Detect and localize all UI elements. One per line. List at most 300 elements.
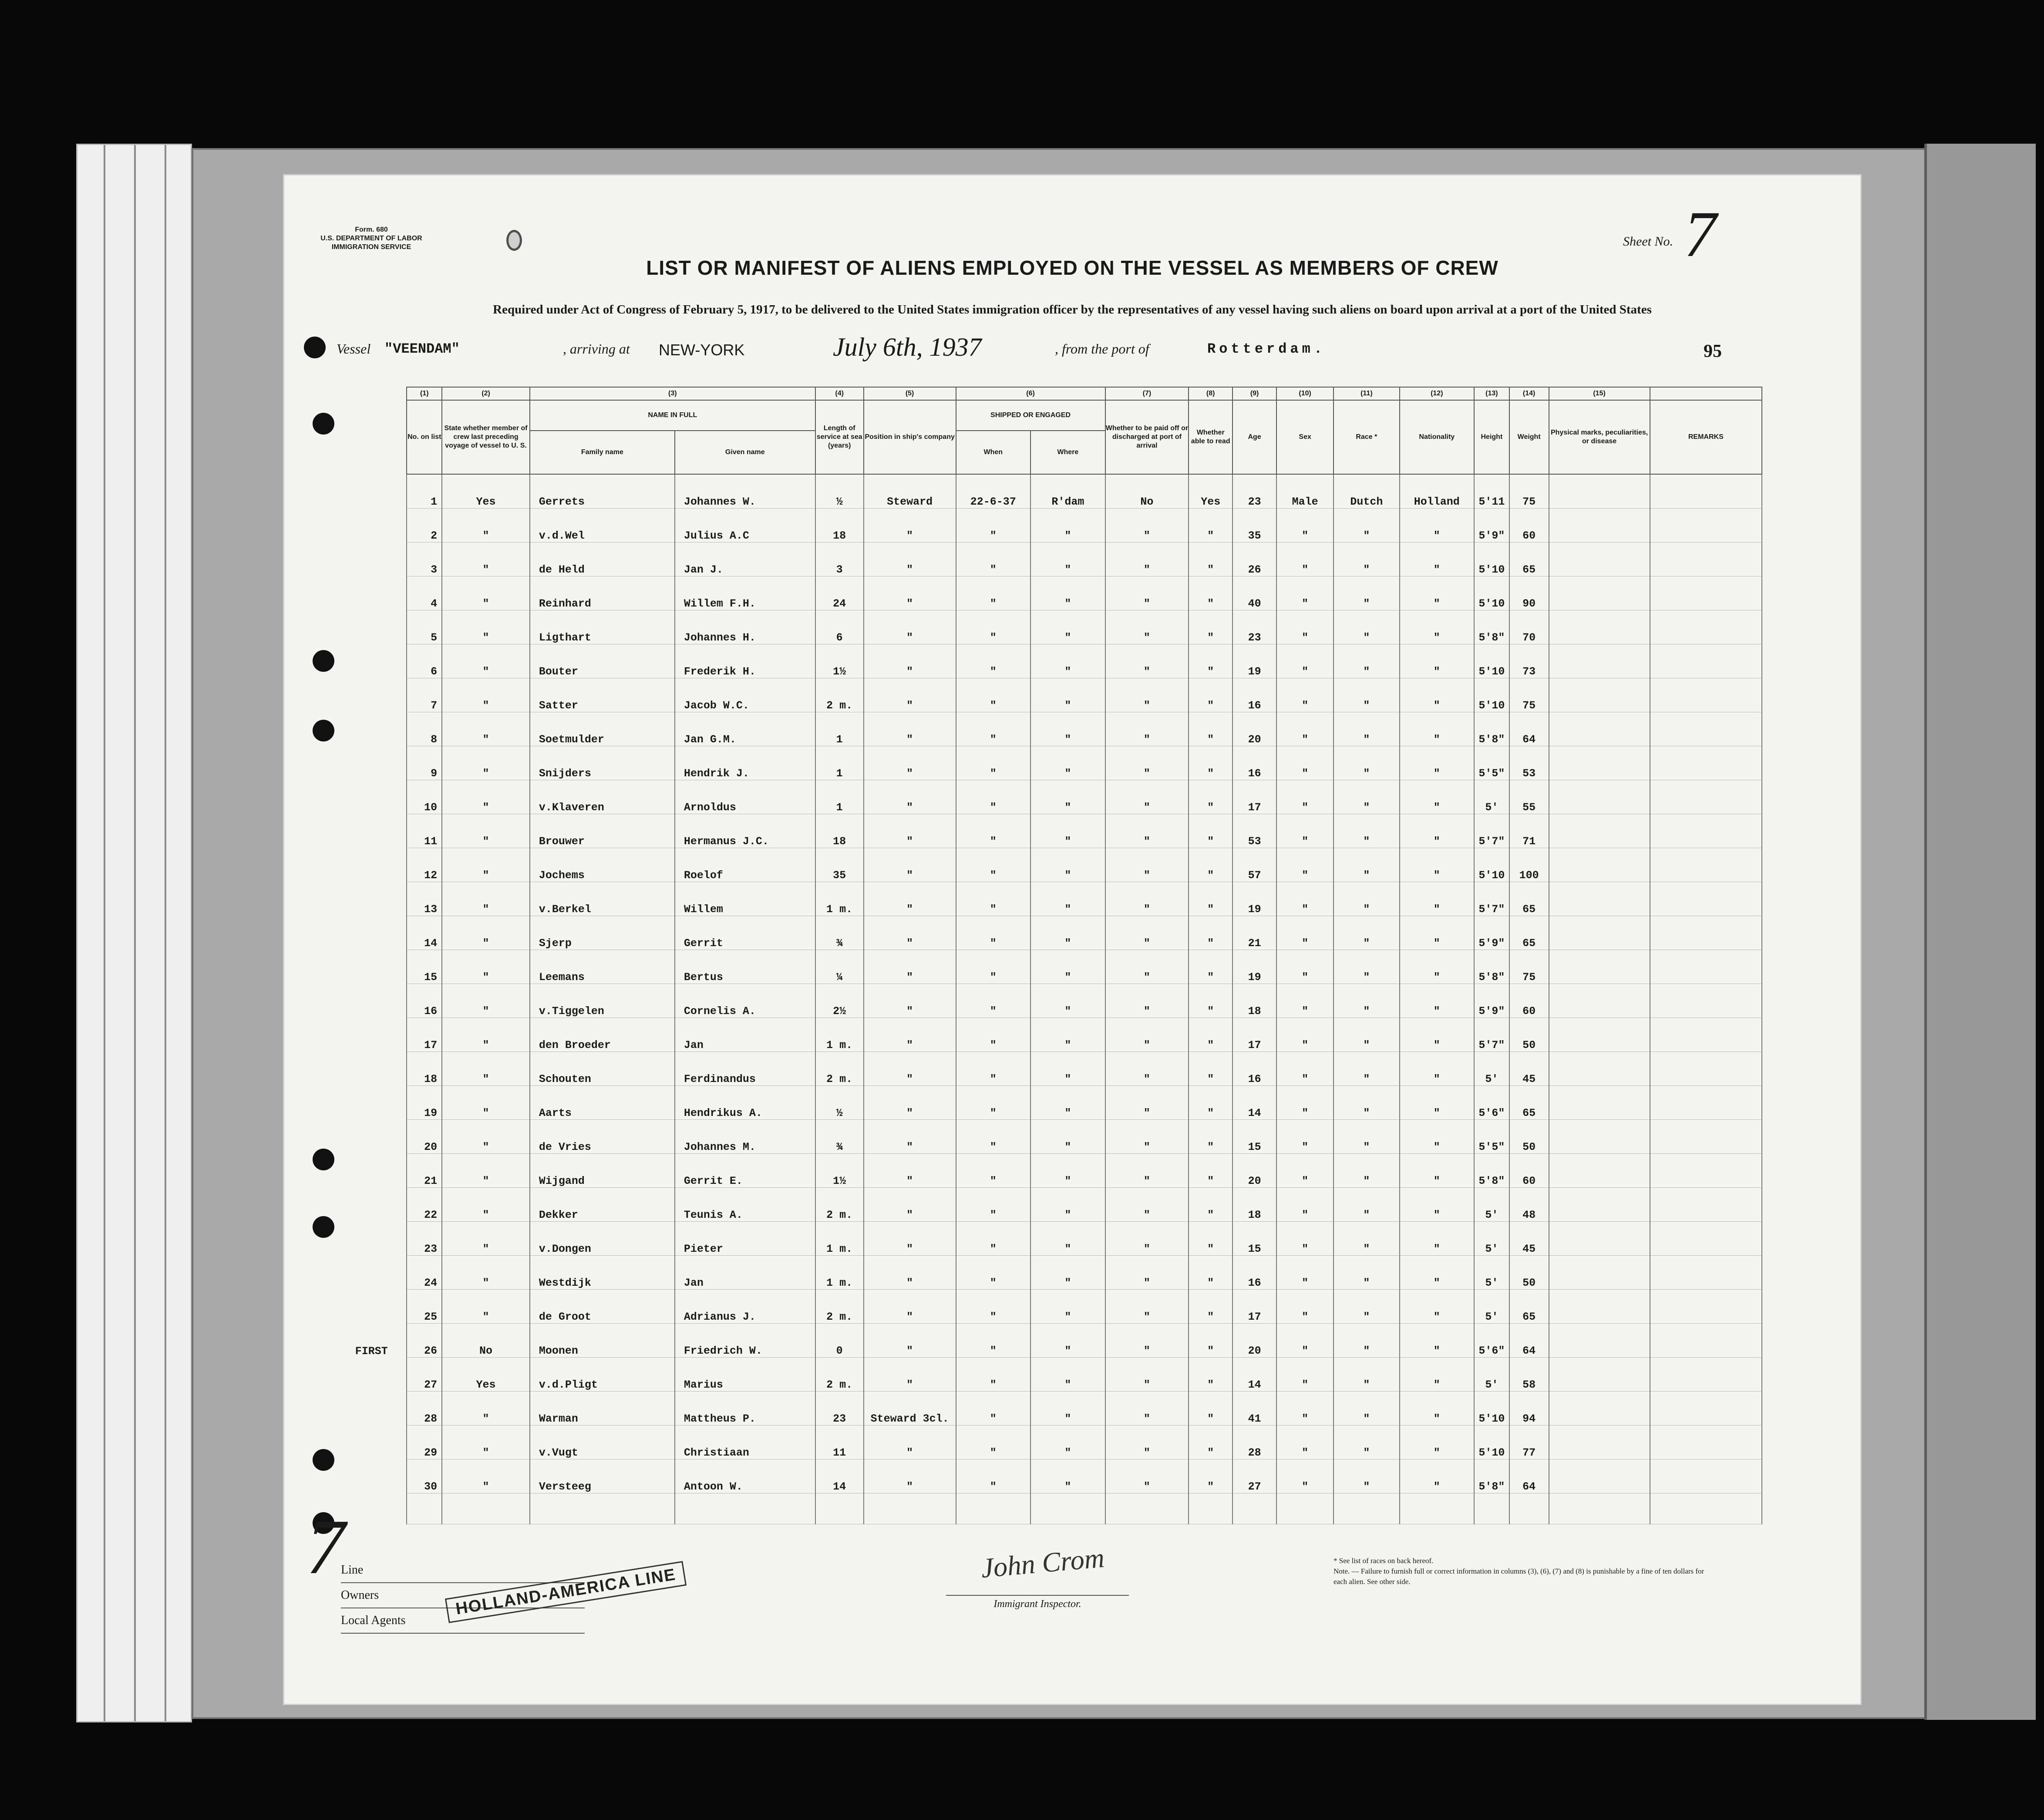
- cell-crew-previous: ": [442, 1222, 530, 1256]
- cell-race: ": [1333, 916, 1399, 950]
- cell-nationality: ": [1400, 1222, 1475, 1256]
- cell-paid-off: ": [1105, 1188, 1189, 1222]
- cell-family-name: Jochems: [530, 848, 675, 882]
- cell-family-name: Snijders: [530, 746, 675, 780]
- cell-position: ": [864, 780, 956, 814]
- cell-position: ": [864, 1358, 956, 1392]
- cell-weight: 70: [1509, 610, 1549, 644]
- cell-row-number: 15: [407, 950, 442, 984]
- cell-row-prefix: [337, 644, 407, 678]
- cell-given-name: Jacob W.C.: [675, 678, 815, 712]
- cell-row-number: 19: [407, 1086, 442, 1120]
- cell-shipped-when: ": [956, 1256, 1031, 1290]
- owners-label: Owners: [341, 1583, 585, 1608]
- cell-shipped-when: ": [956, 984, 1031, 1018]
- cell-row-number: 24: [407, 1256, 442, 1290]
- table-row: [337, 1324, 1762, 1358]
- cell-row-prefix: [337, 543, 407, 576]
- cell-shipped-where: ": [1030, 1426, 1105, 1459]
- cell-age: 40: [1232, 576, 1276, 610]
- header-when: When: [956, 431, 1031, 474]
- cell-sex: ": [1276, 644, 1333, 678]
- cell-weight: 65: [1509, 1086, 1549, 1120]
- cell-row-number: 17: [407, 1018, 442, 1052]
- cell-remarks: [1650, 1086, 1762, 1120]
- cell-able-to-read: Yes: [1189, 474, 1232, 509]
- corner-sheet-number: 7: [306, 1503, 345, 1590]
- cell-nationality: ": [1400, 1324, 1475, 1358]
- cell-position: ": [864, 1426, 956, 1459]
- cell-sex: ": [1276, 1018, 1333, 1052]
- cell-position: Steward: [864, 474, 956, 509]
- cell-sex: ": [1276, 1188, 1333, 1222]
- cell-shipped-where: ": [1030, 780, 1105, 814]
- cell-physical-marks: [1549, 1086, 1650, 1120]
- cell-physical-marks: [1549, 1154, 1650, 1188]
- service-name: IMMIGRATION SERVICE: [331, 243, 411, 251]
- cell-blank: [1189, 1493, 1232, 1524]
- cell-remarks: [1650, 678, 1762, 712]
- cell-length-of-service: 1: [815, 712, 864, 746]
- cell-row-prefix: [337, 984, 407, 1018]
- cell-able-to-read: ": [1189, 1256, 1232, 1290]
- cell-age: 20: [1232, 712, 1276, 746]
- cell-remarks: [1650, 474, 1762, 509]
- cell-nationality: Holland: [1400, 474, 1475, 509]
- cell-height: 5'9": [1474, 509, 1509, 543]
- header-height: Height: [1474, 400, 1509, 474]
- cell-family-name: Westdijk: [530, 1256, 675, 1290]
- vessel-info-line: [337, 333, 1664, 365]
- cell-able-to-read: ": [1189, 916, 1232, 950]
- binder-dot: [313, 720, 334, 741]
- cell-shipped-when: ": [956, 1358, 1031, 1392]
- cell-paid-off: ": [1105, 1086, 1189, 1120]
- cell-length-of-service: 24: [815, 576, 864, 610]
- cell-shipped-when: ": [956, 576, 1031, 610]
- cell-shipped-when: ": [956, 1154, 1031, 1188]
- cell-weight: 73: [1509, 644, 1549, 678]
- cell-given-name: Roelof: [675, 848, 815, 882]
- cell-family-name: v.Klaveren: [530, 780, 675, 814]
- cell-age: 20: [1232, 1324, 1276, 1358]
- cell-row-number: 22: [407, 1188, 442, 1222]
- cell-sex: ": [1276, 780, 1333, 814]
- cell-height: 5'10: [1474, 678, 1509, 712]
- cell-race: ": [1333, 1018, 1399, 1052]
- cell-physical-marks: [1549, 814, 1650, 848]
- cell-crew-previous: ": [442, 644, 530, 678]
- cell-sex: ": [1276, 1222, 1333, 1256]
- cell-crew-previous: Yes: [442, 474, 530, 509]
- cell-blank: [407, 1493, 442, 1524]
- cell-family-name: Wijgand: [530, 1154, 675, 1188]
- cell-row-number: 4: [407, 576, 442, 610]
- cell-shipped-when: ": [956, 509, 1031, 543]
- cell-sex: ": [1276, 712, 1333, 746]
- cell-length-of-service: 2 m.: [815, 1290, 864, 1324]
- colnum-3: (3): [530, 387, 815, 400]
- cell-crew-previous: ": [442, 1459, 530, 1493]
- cell-sex: ": [1276, 1052, 1333, 1086]
- cell-weight: 64: [1509, 1459, 1549, 1493]
- cell-able-to-read: ": [1189, 1459, 1232, 1493]
- cell-sex: ": [1276, 916, 1333, 950]
- cell-able-to-read: ": [1189, 610, 1232, 644]
- table-row: [337, 882, 1762, 916]
- cell-able-to-read: ": [1189, 746, 1232, 780]
- cell-given-name: Jan J.: [675, 543, 815, 576]
- cell-age: 19: [1232, 950, 1276, 984]
- cell-shipped-where: ": [1030, 1256, 1105, 1290]
- cell-able-to-read: ": [1189, 814, 1232, 848]
- cell-family-name: Satter: [530, 678, 675, 712]
- cell-height: 5'7": [1474, 814, 1509, 848]
- cell-paid-off: ": [1105, 610, 1189, 644]
- races-note: * See list of races on back hereof.: [1333, 1557, 1434, 1565]
- cell-weight: 60: [1509, 984, 1549, 1018]
- cell-length-of-service: ½: [815, 474, 864, 509]
- cell-race: ": [1333, 644, 1399, 678]
- cell-shipped-where: ": [1030, 1324, 1105, 1358]
- cell-length-of-service: 1 m.: [815, 1222, 864, 1256]
- cell-length-of-service: 0: [815, 1324, 864, 1358]
- cell-family-name: Leemans: [530, 950, 675, 984]
- cell-able-to-read: ": [1189, 678, 1232, 712]
- cell-weight: 50: [1509, 1256, 1549, 1290]
- cell-remarks: [1650, 780, 1762, 814]
- cell-row-number: 30: [407, 1459, 442, 1493]
- cell-position: ": [864, 746, 956, 780]
- cell-length-of-service: 1 m.: [815, 1018, 864, 1052]
- cell-shipped-where: ": [1030, 509, 1105, 543]
- inspector-label: Immigrant Inspector.: [946, 1595, 1129, 1610]
- origin-port: Rotterdam.: [1207, 341, 1326, 357]
- cell-remarks: [1650, 814, 1762, 848]
- cell-row-number: 23: [407, 1222, 442, 1256]
- cell-row-number: 11: [407, 814, 442, 848]
- cell-length-of-service: 2 m.: [815, 1052, 864, 1086]
- cell-nationality: ": [1400, 1459, 1475, 1493]
- cell-age: 18: [1232, 1188, 1276, 1222]
- cell-shipped-where: ": [1030, 848, 1105, 882]
- cell-race: ": [1333, 1052, 1399, 1086]
- cell-race: ": [1333, 1358, 1399, 1392]
- inspector-signature: John Crom: [980, 1542, 1106, 1584]
- vessel-name: "VEENDAM": [384, 341, 460, 357]
- table-row: [337, 678, 1762, 712]
- cell-age: 26: [1232, 543, 1276, 576]
- cell-paid-off: ": [1105, 509, 1189, 543]
- cell-blank: [956, 1493, 1031, 1524]
- cell-length-of-service: 3: [815, 543, 864, 576]
- cell-age: 19: [1232, 644, 1276, 678]
- cell-crew-previous: ": [442, 1120, 530, 1154]
- cell-blank: [1509, 1493, 1549, 1524]
- cell-given-name: Willem F.H.: [675, 576, 815, 610]
- colnum-6: (6): [956, 387, 1105, 400]
- cell-paid-off: ": [1105, 882, 1189, 916]
- cell-remarks: [1650, 610, 1762, 644]
- cell-row-prefix: [337, 509, 407, 543]
- cell-family-name: Sjerp: [530, 916, 675, 950]
- cell-height: 5': [1474, 1290, 1509, 1324]
- cell-remarks: [1650, 543, 1762, 576]
- cell-crew-previous: ": [442, 746, 530, 780]
- cell-remarks: [1650, 1459, 1762, 1493]
- cell-shipped-when: ": [956, 610, 1031, 644]
- cell-row-number: 25: [407, 1290, 442, 1324]
- cell-weight: 58: [1509, 1358, 1549, 1392]
- cell-length-of-service: 1: [815, 746, 864, 780]
- cell-row-number: 6: [407, 644, 442, 678]
- cell-nationality: ": [1400, 610, 1475, 644]
- cell-race: ": [1333, 848, 1399, 882]
- cell-shipped-when: ": [956, 814, 1031, 848]
- cell-shipped-when: ": [956, 644, 1031, 678]
- header-crew-previous-voyage: State whether member of crew last preceding voyage of vessel to U. S.: [442, 400, 530, 474]
- header-shipped-or-engaged: SHIPPED OR ENGAGED: [956, 400, 1105, 431]
- cell-blank: [675, 1493, 815, 1524]
- penalty-note: Note. — Failure to furnish full or correct information in columns (3), (6), (7) and (8) is punishable by a fine of ten dollars for each alien. See other side.: [1333, 1567, 1704, 1586]
- cell-family-name: Versteeg: [530, 1459, 675, 1493]
- cell-nationality: ": [1400, 1256, 1475, 1290]
- cell-shipped-when: ": [956, 1086, 1031, 1120]
- cell-length-of-service: ¾: [815, 1120, 864, 1154]
- from-port-label: , from the port of: [1055, 341, 1149, 357]
- cell-age: 21: [1232, 916, 1276, 950]
- cell-age: 41: [1232, 1392, 1276, 1426]
- cell-physical-marks: [1549, 1018, 1650, 1052]
- table-row: [337, 644, 1762, 678]
- cell-race: ": [1333, 1256, 1399, 1290]
- cell-position: ": [864, 950, 956, 984]
- cell-given-name: Ferdinandus: [675, 1052, 815, 1086]
- cell-remarks: [1650, 848, 1762, 882]
- cell-sex: Male: [1276, 474, 1333, 509]
- binder-strip: [134, 145, 136, 1721]
- cell-blank: [1333, 1493, 1399, 1524]
- cell-shipped-where: ": [1030, 814, 1105, 848]
- cell-height: 5'10: [1474, 1392, 1509, 1426]
- cell-nationality: ": [1400, 1392, 1475, 1426]
- cell-row-prefix: [337, 1188, 407, 1222]
- form-number: Form. 680: [355, 226, 388, 233]
- cell-blank: [530, 1493, 675, 1524]
- cell-length-of-service: 14: [815, 1459, 864, 1493]
- cell-crew-previous: ": [442, 1154, 530, 1188]
- cell-nationality: ": [1400, 576, 1475, 610]
- cell-position: ": [864, 916, 956, 950]
- cell-height: 5'8": [1474, 950, 1509, 984]
- cell-row-number: 14: [407, 916, 442, 950]
- cell-paid-off: ": [1105, 1459, 1189, 1493]
- cell-position: ": [864, 1324, 956, 1358]
- cell-age: 57: [1232, 848, 1276, 882]
- cell-race: ": [1333, 1086, 1399, 1120]
- cell-row-number: 5: [407, 610, 442, 644]
- cell-able-to-read: ": [1189, 1120, 1232, 1154]
- cell-family-name: Dekker: [530, 1188, 675, 1222]
- cell-able-to-read: ": [1189, 1324, 1232, 1358]
- cell-crew-previous: ": [442, 882, 530, 916]
- cell-blank: [1276, 1493, 1333, 1524]
- cell-remarks: [1650, 1426, 1762, 1459]
- cell-position: Steward 3cl.: [864, 1392, 956, 1426]
- cell-weight: 94: [1509, 1392, 1549, 1426]
- cell-height: 5': [1474, 1188, 1509, 1222]
- cell-row-prefix: [337, 1358, 407, 1392]
- cell-remarks: [1650, 644, 1762, 678]
- header-sex: Sex: [1276, 400, 1333, 474]
- cell-paid-off: ": [1105, 644, 1189, 678]
- cell-position: ": [864, 610, 956, 644]
- cell-height: 5': [1474, 1222, 1509, 1256]
- header-no-on-list: No. on list: [407, 400, 442, 474]
- cell-family-name: Gerrets: [530, 474, 675, 509]
- cell-paid-off: ": [1105, 814, 1189, 848]
- cell-shipped-where: ": [1030, 984, 1105, 1018]
- table-row: [337, 509, 1762, 543]
- table-row: [337, 1052, 1762, 1086]
- cell-position: ": [864, 509, 956, 543]
- cell-crew-previous: Yes: [442, 1358, 530, 1392]
- cell-nationality: ": [1400, 1358, 1475, 1392]
- cell-age: 17: [1232, 1290, 1276, 1324]
- table-row: [337, 1188, 1762, 1222]
- cell-age: 17: [1232, 1018, 1276, 1052]
- binder-strip: [165, 145, 166, 1721]
- cell-blank: [1474, 1493, 1509, 1524]
- crew-manifest-table: [337, 387, 1762, 1524]
- cell-given-name: Johannes W.: [675, 474, 815, 509]
- cell-sex: ": [1276, 848, 1333, 882]
- cell-row-prefix: [337, 916, 407, 950]
- colnum-12: (12): [1400, 387, 1475, 400]
- cell-race: ": [1333, 746, 1399, 780]
- cell-crew-previous: ": [442, 916, 530, 950]
- cell-sex: ": [1276, 1120, 1333, 1154]
- margin-header: [337, 387, 407, 400]
- cell-row-prefix: [337, 1018, 407, 1052]
- cell-shipped-when: ": [956, 916, 1031, 950]
- header-family-name: Family name: [530, 431, 675, 474]
- cell-family-name: de Groot: [530, 1290, 675, 1324]
- cell-position: ": [864, 1222, 956, 1256]
- cell-shipped-where: ": [1030, 746, 1105, 780]
- cell-length-of-service: 11: [815, 1426, 864, 1459]
- cell-remarks: [1650, 1392, 1762, 1426]
- backing-edge: [1924, 144, 2036, 1720]
- cell-height: 5'10: [1474, 576, 1509, 610]
- cell-nationality: ": [1400, 1426, 1475, 1459]
- cell-row-number: 10: [407, 780, 442, 814]
- cell-paid-off: ": [1105, 916, 1189, 950]
- cell-nationality: ": [1400, 1018, 1475, 1052]
- cell-sex: ": [1276, 576, 1333, 610]
- cell-given-name: Antoon W.: [675, 1459, 815, 1493]
- cell-physical-marks: [1549, 610, 1650, 644]
- cell-height: 5': [1474, 1052, 1509, 1086]
- cell-race: ": [1333, 950, 1399, 984]
- cell-weight: 100: [1509, 848, 1549, 882]
- cell-age: 53: [1232, 814, 1276, 848]
- binder-pages: [76, 144, 192, 1722]
- cell-shipped-where: ": [1030, 712, 1105, 746]
- cell-position: ": [864, 984, 956, 1018]
- cell-crew-previous: ": [442, 1290, 530, 1324]
- header-where: Where: [1030, 431, 1105, 474]
- arriving-label: , arriving at: [563, 341, 630, 357]
- cell-blank: [1232, 1493, 1276, 1524]
- cell-age: 16: [1232, 746, 1276, 780]
- cell-shipped-when: ": [956, 1324, 1031, 1358]
- cell-row-prefix: [337, 1459, 407, 1493]
- header-given-name: Given name: [675, 431, 815, 474]
- colnum-11: (11): [1333, 387, 1399, 400]
- cell-crew-previous: ": [442, 1018, 530, 1052]
- cell-shipped-when: ": [956, 1052, 1031, 1086]
- cell-given-name: Julius A.C: [675, 509, 815, 543]
- cell-family-name: Aarts: [530, 1086, 675, 1120]
- cell-blank: [442, 1493, 530, 1524]
- cell-blank: [1105, 1493, 1189, 1524]
- cell-remarks: [1650, 1222, 1762, 1256]
- cell-age: 16: [1232, 1052, 1276, 1086]
- colnum-15: (15): [1549, 387, 1650, 400]
- cell-remarks: [1650, 1358, 1762, 1392]
- arrival-port: NEW-YORK: [659, 341, 745, 359]
- cell-remarks: [1650, 509, 1762, 543]
- cell-position: ": [864, 1188, 956, 1222]
- cell-physical-marks: [1549, 509, 1650, 543]
- cell-physical-marks: [1549, 746, 1650, 780]
- cell-height: 5'11: [1474, 474, 1509, 509]
- cell-length-of-service: ½: [815, 1086, 864, 1120]
- cell-shipped-where: ": [1030, 678, 1105, 712]
- cell-remarks: [1650, 746, 1762, 780]
- cell-paid-off: ": [1105, 1120, 1189, 1154]
- cell-position: ": [864, 543, 956, 576]
- cell-age: 27: [1232, 1459, 1276, 1493]
- cell-row-prefix: [337, 1086, 407, 1120]
- cell-weight: 53: [1509, 746, 1549, 780]
- cell-able-to-read: ": [1189, 1154, 1232, 1188]
- cell-physical-marks: [1549, 474, 1650, 509]
- cell-height: 5'9": [1474, 984, 1509, 1018]
- table-row: [337, 474, 1762, 509]
- cell-row-prefix: [337, 1052, 407, 1086]
- cell-remarks: [1650, 882, 1762, 916]
- cell-able-to-read: ": [1189, 1290, 1232, 1324]
- cell-able-to-read: ": [1189, 950, 1232, 984]
- cell-race: ": [1333, 1392, 1399, 1426]
- cell-given-name: Hendrik J.: [675, 746, 815, 780]
- cell-length-of-service: 6: [815, 610, 864, 644]
- cell-nationality: ": [1400, 1290, 1475, 1324]
- cell-shipped-when: ": [956, 1222, 1031, 1256]
- cell-able-to-read: ": [1189, 882, 1232, 916]
- cell-shipped-where: ": [1030, 1154, 1105, 1188]
- header-name-in-full: NAME IN FULL: [530, 400, 815, 431]
- cell-row-prefix: [337, 882, 407, 916]
- table-row: [337, 712, 1762, 746]
- colnum-2: (2): [442, 387, 530, 400]
- table-row: [337, 1256, 1762, 1290]
- cell-able-to-read: ": [1189, 1392, 1232, 1426]
- colnum-10: (10): [1276, 387, 1333, 400]
- cell-row-prefix: [337, 1426, 407, 1459]
